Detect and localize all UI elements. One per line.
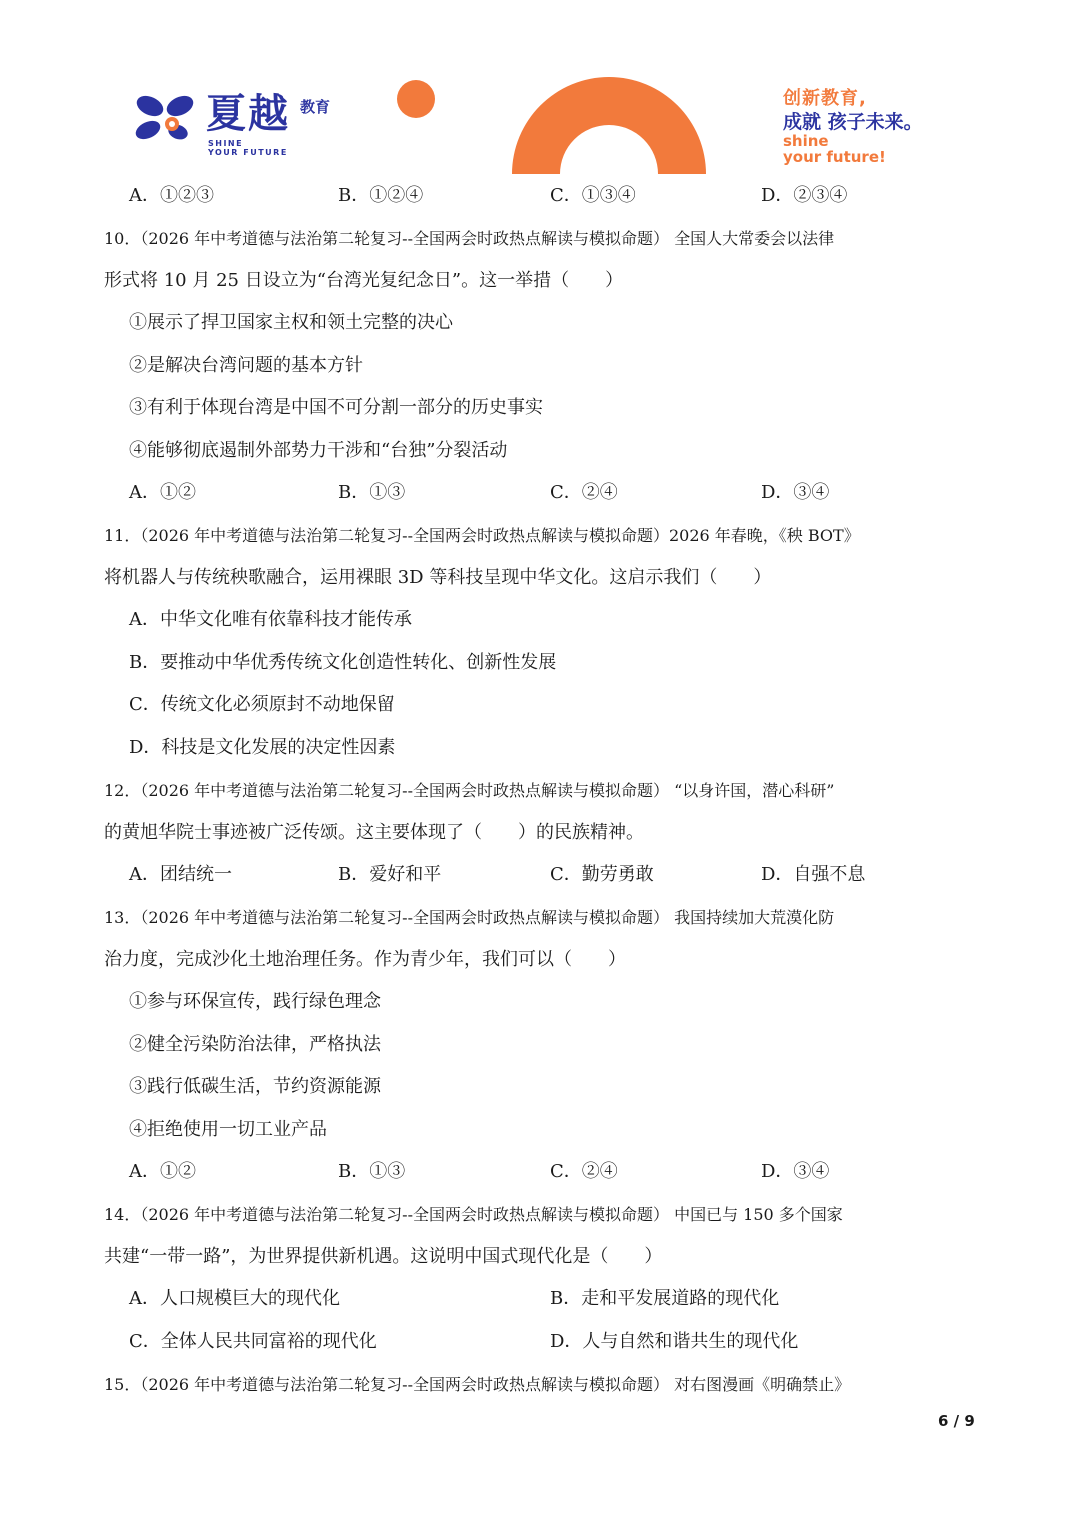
q9-option-d: D．②③④ (761, 185, 848, 206)
logo-en-line-2: YOUR FUTURE (208, 148, 288, 157)
q10-option-d: D．③④ (761, 482, 830, 503)
slogan-line-3: shine (783, 132, 829, 150)
q13-item-2: ②健全污染防治法律，严格执法 (129, 1034, 381, 1055)
q10-item-2: ②是解决台湾问题的基本方针 (129, 355, 363, 376)
slogan-line-1: 创新教育, (783, 88, 867, 109)
slogan-line-2: 成就 孩子未来。 (783, 111, 923, 133)
q11-option-b: B．要推动中华优秀传统文化创造性转化、创新性发展 (129, 652, 557, 673)
q11-stem-line-2: 将机器人与传统秧歌融合，运用裸眼 3D 等科技呈现中华文化。这启示我们（ ） (104, 567, 772, 588)
q13-item-3: ③践行低碳生活，节约资源能源 (129, 1076, 381, 1097)
q11-option-c: C．传统文化必须原封不动地保留 (129, 694, 395, 715)
q9-option-b: B．①②④ (338, 185, 424, 206)
q10-stem-line-2: 形式将 10 月 25 日设立为“台湾光复纪念日”。这一举措（ ） (104, 270, 624, 291)
q10-item-4: ④能够彻底遏制外部势力干涉和“台独”分裂活动 (129, 440, 508, 461)
q13-option-a: A．①② (129, 1161, 196, 1182)
page-header (0, 0, 1080, 180)
logo-en-line-1: SHINE (208, 139, 244, 148)
q10-option-a: A．①② (129, 482, 196, 503)
q11-option-d: D．科技是文化发展的决定性因素 (129, 737, 396, 758)
q10-option-b: B．①③ (338, 482, 406, 503)
q13-item-1: ①参与环保宣传，践行绿色理念 (129, 991, 381, 1012)
q14-stem-line-1: 14．（2026 年中考道德与法治第二轮复习--全国两会时政热点解读与模拟命题） 中国已与 150 多个国家 (104, 1205, 843, 1224)
q12-option-a: A．团结统一 (129, 864, 232, 885)
q13-option-c: C．②④ (550, 1161, 618, 1182)
q10-item-3: ③有利于体现台湾是中国不可分割一部分的历史事实 (129, 397, 543, 418)
q12-stem-line-2: 的黄旭华院士事迹被广泛传颂。这主要体现了（ ）的民族精神。 (104, 822, 644, 843)
page-number: 6 / 9 (938, 1412, 975, 1430)
q13-stem-line-2: 治力度，完成沙化土地治理任务。作为青少年，我们可以（ ） (104, 949, 626, 970)
q14-option-b: B．走和平发展道路的现代化 (550, 1288, 780, 1309)
q13-option-d: D．③④ (761, 1161, 830, 1182)
brand-slogan (783, 88, 983, 165)
q13-item-4: ④拒绝使用一切工业产品 (129, 1119, 327, 1140)
logo-chinese-name: 夏越 (206, 91, 290, 137)
slogan-line-4: your future! (783, 148, 886, 166)
q11-option-a: A．中华文化唯有依靠科技才能传承 (129, 609, 412, 630)
q14-option-c: C．全体人民共同富裕的现代化 (129, 1331, 377, 1352)
q12-option-c: C．勤劳勇敢 (550, 864, 654, 885)
q12-stem-line-1: 12．（2026 年中考道德与法治第二轮复习--全国两会时政热点解读与模拟命题） “以身许国，潜心科研” (104, 781, 835, 800)
q10-option-c: C．②④ (550, 482, 618, 503)
q14-option-d: D．人与自然和谐共生的现代化 (550, 1331, 799, 1352)
q14-stem-line-2: 共建“一带一路”，为世界提供新机遇。这说明中国式现代化是（ ） (104, 1246, 663, 1267)
q10-stem-line-1: 10．（2026 年中考道德与法治第二轮复习--全国两会时政热点解读与模拟命题） 全国人大常委会以法律 (104, 229, 835, 248)
q12-option-d: D．自强不息 (761, 864, 866, 885)
q12-option-b: B．爱好和平 (338, 864, 442, 885)
q9-option-c: C．①③④ (550, 185, 636, 206)
logo-edu-label: 教育 (300, 98, 331, 116)
q13-option-b: B．①③ (338, 1161, 406, 1182)
q11-stem-line-1: 11．（2026 年中考道德与法治第二轮复习--全国两会时政热点解读与模拟命题）2026 年春晚，《秧 BOT》 (104, 526, 860, 545)
q15-stem-line-1: 15．（2026 年中考道德与法治第二轮复习--全国两会时政热点解读与模拟命题） 对右图漫画《明确禁止》 (104, 1375, 851, 1394)
q14-option-a: A．人口规模巨大的现代化 (129, 1288, 340, 1309)
q13-stem-line-1: 13．（2026 年中考道德与法治第二轮复习--全国两会时政热点解读与模拟命题） 我国持续加大荒漠化防 (104, 908, 835, 927)
q10-item-1: ①展示了捍卫国家主权和领土完整的决心 (129, 312, 453, 333)
q9-option-a: A．①②③ (129, 185, 214, 206)
